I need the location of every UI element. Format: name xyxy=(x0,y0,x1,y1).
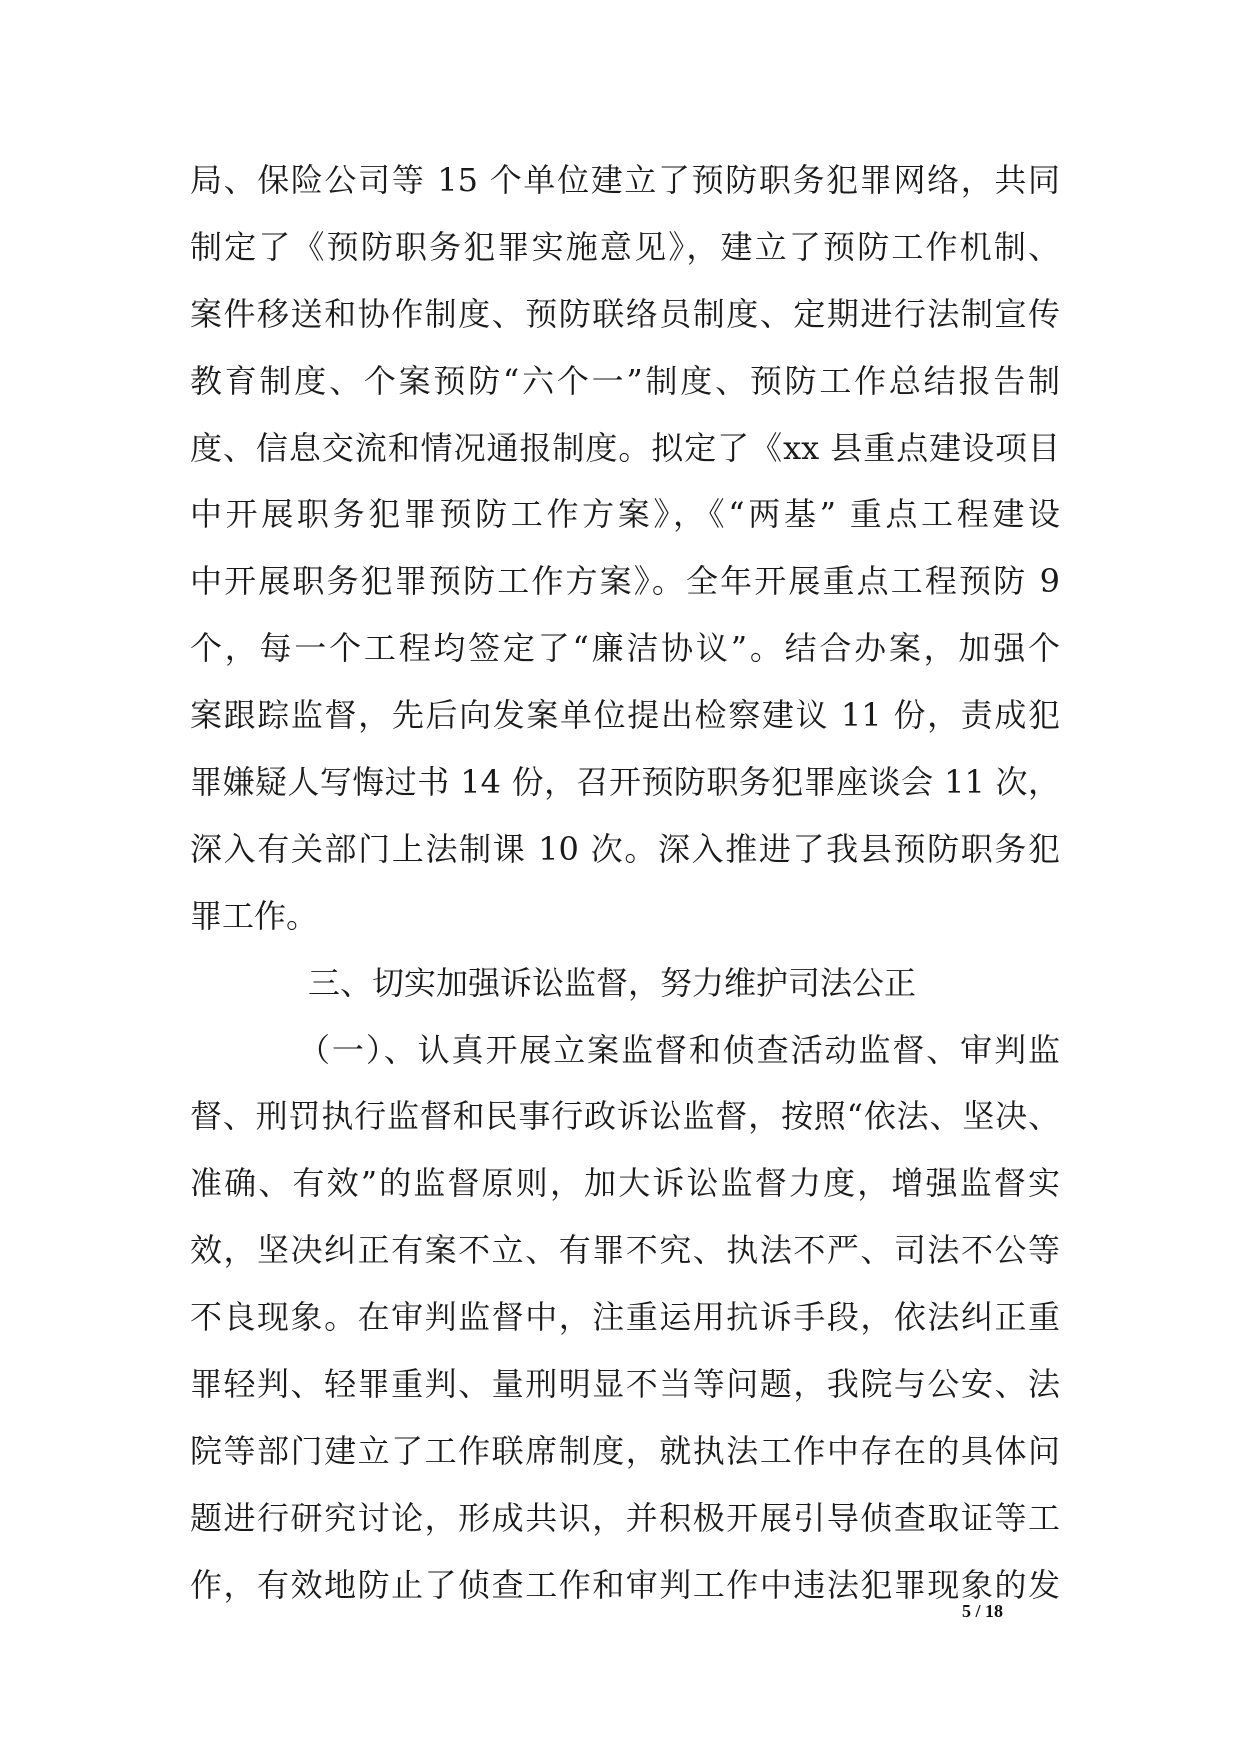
text-line: 作，有效地防止了侦查工作和审判工作中违法犯罪现象的发 xyxy=(190,1565,1060,1604)
text-line: 案件移送和协作制度、预防联络员制度、定期进行法制宣传 xyxy=(190,294,1060,333)
text-line: 案跟踪监督，先后向发案单位提出检察建议 11 份，责成犯 xyxy=(190,696,1060,735)
text-line: 度、信息交流和情况通报制度。拟定了《xx 县重点建设项目 xyxy=(190,428,1060,467)
text-line: 题进行研究讨论，形成共识，并积极开展引导侦查取证等工 xyxy=(190,1498,1060,1537)
text-line: 个，每一个工程均签定了“廉洁协议”。结合办案，加强个 xyxy=(190,629,1060,668)
text-line: 中开展职务犯罪预防工作方案》。全年开展重点工程预防 9 xyxy=(190,562,1060,601)
text-line: 局、保险公司等 15 个单位建立了预防职务犯罪网络，共同 xyxy=(190,161,1060,199)
subsection-first-line: （一）、认真开展立案监督和侦查活动监督、审判监 xyxy=(298,1030,1060,1069)
text-line: 深入有关部门上法制课 10 次。深入推进了我县预防职务犯 xyxy=(190,829,1060,868)
section-heading: 三、切实加强诉讼监督，努力维护司法公正 xyxy=(308,963,917,1002)
text-line: 制定了《预防职务犯罪实施意见》，建立了预防工作机制、 xyxy=(190,227,1060,266)
text-line: 效，坚决纠正有案不立、有罪不究、执法不严、司法不公等 xyxy=(190,1231,1060,1270)
text-line: 督、刑罚执行监督和民事行政诉讼监督，按照“依法、坚决、 xyxy=(190,1097,1060,1136)
text-line: 准确、有效”的监督原则，加大诉讼监督力度，增强监督实 xyxy=(190,1164,1060,1203)
text-line: 院等部门建立了工作联席制度，就执法工作中存在的具体问 xyxy=(190,1431,1060,1470)
text-line: 不良现象。在审判监督中，注重运用抗诉手段，依法纠正重 xyxy=(190,1298,1060,1337)
text-line: 中开展职务犯罪预防工作方案》，《“两基” 重点工程建设 xyxy=(190,495,1060,534)
text-line: 罪轻判、轻罪重判、量刑明显不当等问题，我院与公安、法 xyxy=(190,1365,1060,1404)
paragraph-end-line: 罪工作。 xyxy=(190,896,319,935)
text-line: 罪嫌疑人写悔过书 14 份，召开预防职务犯罪座谈会 11 次， xyxy=(190,763,1060,802)
text-line: 教育制度、个案预防“六个一”制度、预防工作总结报告制 xyxy=(190,361,1060,400)
document-body xyxy=(190,147,1060,1619)
page-number: 5 / 18 xyxy=(962,1601,1004,1621)
